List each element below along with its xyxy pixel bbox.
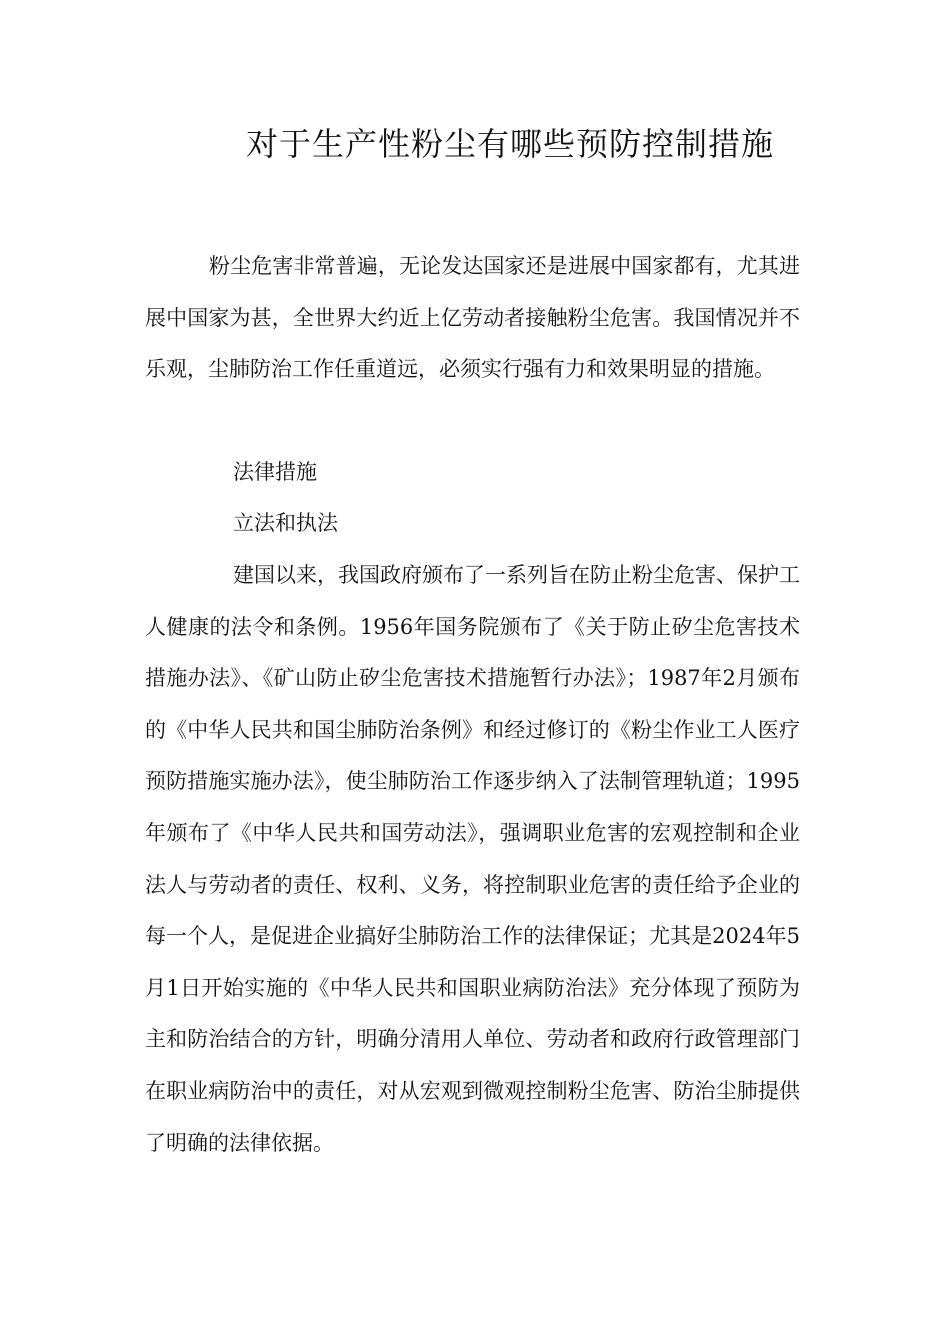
- document-title: 对于生产性粉尘有哪些预防控制措施: [245, 125, 774, 163]
- intro-paragraph: 粉尘危害非常普遍，无论发达国家还是进展中国家都有，尤其进展中国家为甚，全世界大约近上亿劳动者接触粉尘危害。我国情况并不乐观，尘肺防治工作任重道远，必须实行强有力和效果明显的措施。: [145, 254, 800, 382]
- subsection-heading-legislation: 立法和执法: [233, 511, 338, 535]
- legal-history-paragraph: 建国以来，我国政府颁布了一系列旨在防止粉尘危害、保护工人健康的法令和条例。1956年国务院颁布了《关于防止矽尘危害技术措施办法》、《矿山防止矽尘危害技术措施暂行办法》；1987年2月颁布的《中华人民共和国尘肺防治条例》和经过修订的《粉尘作业工人医疗预防措施实施办法》，使尘肺防治工作逐步纳入了法制管理轨道；1995年颁布了《中华人民共和国劳动法》，强调职业危害的宏观控制和企业法人与劳动者的责任、权利、义务，将控制职业危害的责任给予企业的每一个人，是促进企业搞好尘肺防治工作的法律保证；尤其是2024年5月1日开始实施的《中华人民共和国职业病防治法》充分体现了预防为主和防治结合的方针，明确分清用人单位、劳动者和政府行政管理部门在职业病防治中的责任，对从宏观到微观控制粉尘危害、防治尘肺提供了明确的法律依据。: [145, 563, 800, 1155]
- section-heading-legal-measures: 法律措施: [233, 460, 317, 484]
